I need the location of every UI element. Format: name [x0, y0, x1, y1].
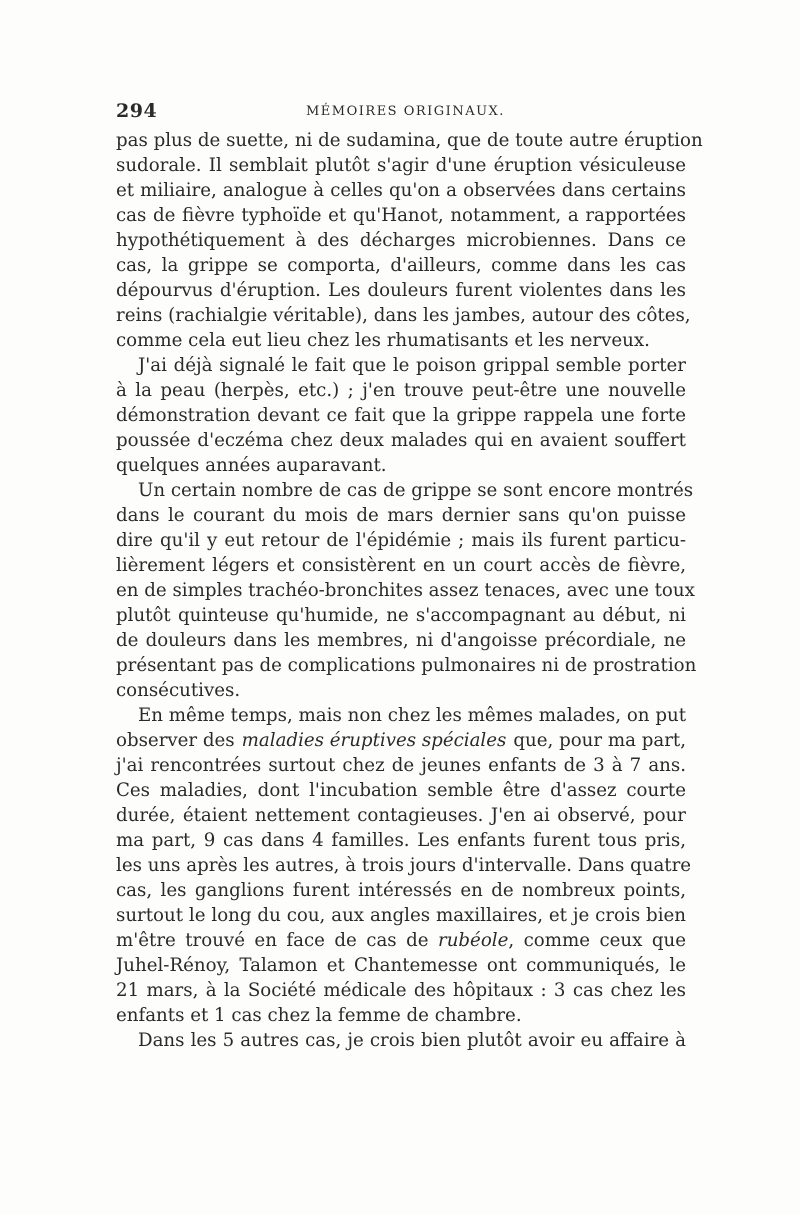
text-line: plutôt quinteuse qu'humide, ne s'accompagnant au début, ni	[116, 605, 686, 626]
text-line: en de simples trachéo-bronchites assez tenaces, avec une toux	[116, 580, 695, 601]
text-line: et miliaire, analogue à celles qu'on a observées dans certains	[116, 180, 686, 201]
page-number: 294	[116, 100, 158, 122]
text-line: Dans les 5 autres cas, je crois bien plutôt avoir eu affaire à	[138, 1030, 686, 1051]
text-line: j'ai rencontrées surtout chez de jeunes enfants de 3 à 7 ans.	[116, 755, 686, 776]
italic-phrase: maladies éruptives spéciales	[241, 730, 507, 751]
text-segment: , comme ceux que	[508, 930, 686, 951]
text-line: présentant pas de complications pulmonaires ni de prostration	[116, 655, 697, 676]
text-line: comme cela eut lieu chez les rhumatisants et les nerveux.	[116, 330, 650, 351]
text-line: Un certain nombre de cas de grippe se sont encore montrés	[138, 480, 694, 501]
text-line: En même temps, mais non chez les mêmes malades, on put	[138, 705, 686, 726]
text-line: lièrement légers et consistèrent en un court accès de fièvre,	[116, 555, 686, 576]
text-line: dans le courant du mois de mars dernier sans qu'on puisse	[116, 505, 686, 526]
text-line: Ces maladies, dont l'incubation semble être d'assez courte	[116, 780, 686, 801]
text-line: enfants et 1 cas chez la femme de chambre.	[116, 1005, 522, 1026]
text-line: surtout le long du cou, aux angles maxillaires, et je crois bien	[116, 905, 686, 926]
text-line: ma part, 9 cas dans 4 familles. Les enfants furent tous pris,	[116, 830, 686, 851]
text-line: démonstration devant ce fait que la grippe rappela une forte	[116, 405, 686, 426]
text-line: cas, les ganglions furent intéressés en de nombreux points,	[116, 880, 686, 901]
running-head: MÉMOIRES ORIGINAUX.	[306, 104, 505, 119]
text-line: pas plus de suette, ni de sudamina, que de toute autre éruption	[116, 130, 703, 151]
text-segment: observer des	[116, 730, 235, 751]
text-line: cas, la grippe se comporta, d'ailleurs, comme dans les cas	[116, 255, 686, 276]
text-segment: que, pour ma part,	[513, 730, 686, 751]
text-line	[116, 728, 686, 753]
body-text	[116, 128, 703, 1053]
text-line: dire qu'il y eut retour de l'épidémie ; mais ils furent particu-	[116, 530, 686, 551]
text-line: sudorale. Il semblait plutôt s'agir d'une éruption vésiculeuse	[116, 155, 686, 176]
text-line: 21 mars, à la Société médicale des hôpitaux : 3 cas chez les	[116, 980, 686, 1001]
text-line: hypothétiquement à des décharges microbiennes. Dans ce	[116, 230, 686, 251]
italic-phrase: rubéole	[438, 930, 509, 951]
text-segment: m'être trouvé en face de cas de	[116, 930, 429, 951]
text-line: consécutives.	[116, 680, 241, 701]
text-line: quelques années auparavant.	[116, 455, 387, 476]
text-line	[116, 928, 686, 953]
text-line: durée, étaient nettement contagieuses. J'en ai observé, pour	[116, 805, 686, 826]
text-line: les uns après les autres, à trois jours d'intervalle. Dans quatre	[116, 855, 692, 876]
text-segment	[116, 930, 686, 951]
text-line: poussée d'eczéma chez deux malades qui en avaient souffert	[116, 430, 686, 451]
text-line: cas de fièvre typhoïde et qu'Hanot, notamment, a rapportées	[116, 205, 686, 226]
text-line: reins (rachialgie véritable), dans les jambes, autour des côtes,	[116, 305, 691, 326]
text-line: Juhel-Rénoy, Talamon et Chantemesse ont communiqués, le	[116, 955, 686, 976]
text-line: à la peau (herpès, etc.) ; j'en trouve peut-être une nouvelle	[116, 380, 686, 401]
text-line: dépourvus d'éruption. Les douleurs furent violentes dans les	[116, 280, 686, 301]
text-line: de douleurs dans les membres, ni d'angoisse précordiale, ne	[116, 630, 686, 651]
page-header	[116, 100, 686, 126]
text-line: J'ai déjà signalé le fait que le poison grippal semble porter	[138, 355, 686, 376]
